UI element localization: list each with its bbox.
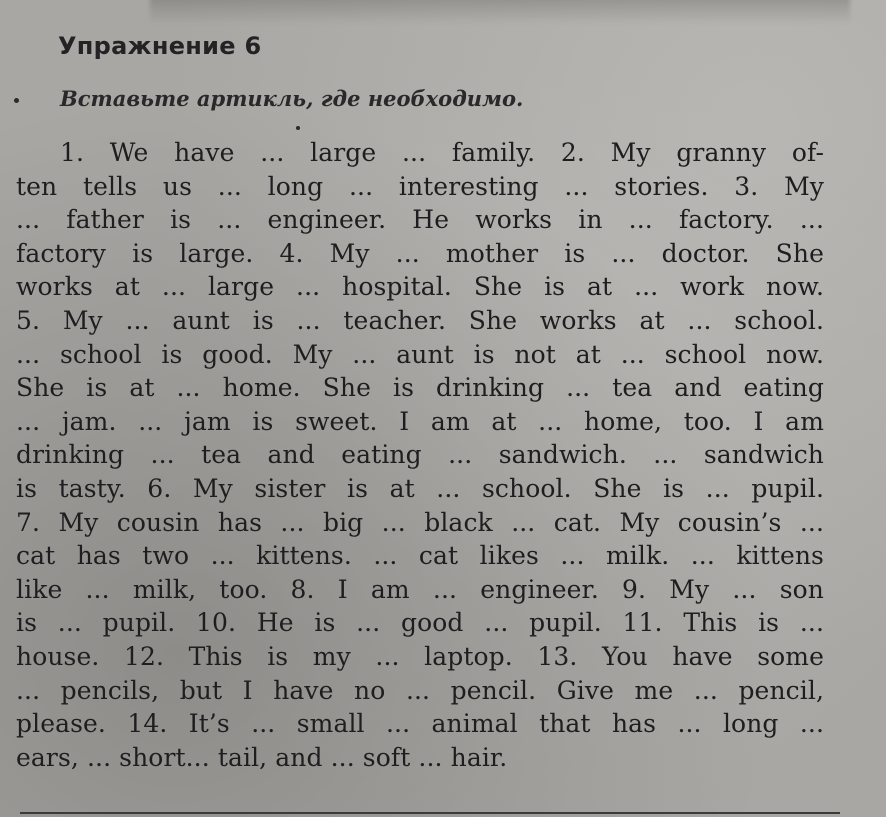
text-line: works at ... large ... hospital. She is at ... work now.: [16, 272, 824, 302]
text-line: ... father is ... engineer. He works in ... factory. ...: [16, 205, 824, 235]
text-line: please. 14. It’s ... small ... animal that has ... long ...: [16, 709, 824, 739]
bottom-rule: [20, 812, 840, 814]
text-line: cat has two ... kittens. ... cat likes ... milk. ... kittens: [16, 541, 824, 571]
bleed-through-text: [150, 0, 850, 24]
text-line: is ... pupil. 10. He is ... good ... pupil. 11. This is ...: [16, 608, 824, 638]
stray-mark: [296, 126, 300, 130]
text-line: like ... milk, too. 8. I am ... engineer. 9. My ... son: [16, 574, 824, 604]
text-line: ears, ... short... tail, and ... soft ... hair.: [16, 742, 508, 772]
text-line: house. 12. This is my ... laptop. 13. You have some: [16, 641, 824, 671]
text-line: ... jam. ... jam is sweet. I am at ... home, too. I am: [16, 406, 824, 436]
text-line: 7. My cousin has ... big ... black ... cat. My cousin’s ...: [16, 507, 824, 537]
text-line: 1. We have ... large ... family. 2. My granny of-: [60, 138, 824, 167]
margin-dot: [14, 98, 19, 103]
exercise-instruction: Вставьте артикль, где необходимо.: [60, 86, 524, 111]
text-line: 5. My ... aunt is ... teacher. She works at ... school.: [16, 305, 824, 335]
text-line: ten tells us ... long ... interesting ... stories. 3. My: [16, 171, 824, 201]
text-line: drinking ... tea and eating ... sandwich. ... sandwich: [16, 440, 824, 470]
text-line: ... school is good. My ... aunt is not at ... school now.: [16, 339, 824, 369]
exercise-text: [16, 136, 824, 774]
text-line: is tasty. 6. My sister is at ... school. She is ... pupil.: [16, 473, 824, 503]
text-line: ... pencils, but I have no ... pencil. Give me ... pencil,: [16, 675, 824, 705]
text-line: She is at ... home. She is drinking ... tea and eating: [16, 373, 824, 403]
exercise-heading: Упражнение 6: [58, 32, 262, 60]
text-line: factory is large. 4. My ... mother is ... doctor. She: [16, 238, 824, 268]
